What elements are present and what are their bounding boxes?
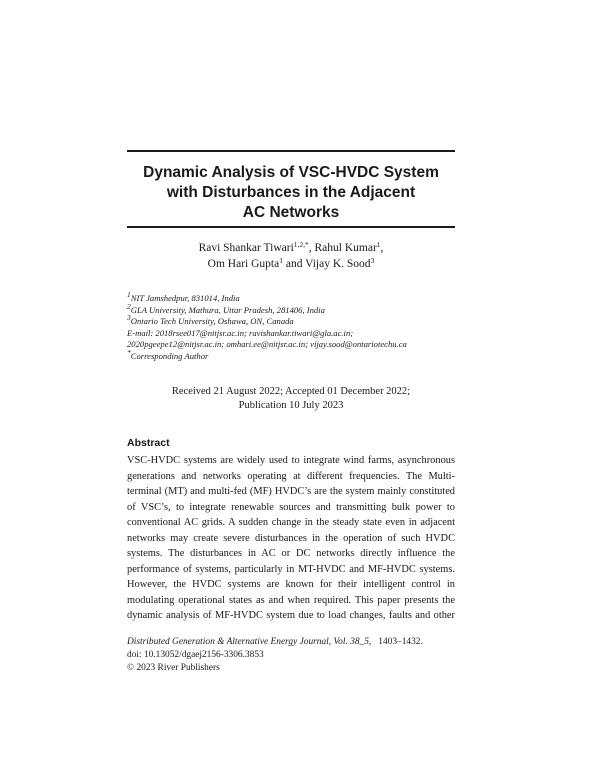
journal-citation [127,636,467,649]
affiliation-2-text: GLA University, Mathura, Uttar Pradesh, 281406, India [130,304,325,315]
copyright: © 2023 River Publishers [127,663,220,673]
affiliation-3 [127,313,467,328]
email-line-1: E-mail: 2018rsee017@nitjsr.ac.in; ravishankar.tiwari@gla.ac.in; [127,327,354,338]
dates-line-2: Publication 10 July 2023 [238,400,344,411]
journal-footer [127,636,467,675]
doi: doi: 10.13052/dgaej2156-3306.3853 [127,650,264,660]
affiliation-3-text: Ontario Tech University, Oshawa, ON, Canada [130,316,294,327]
abstract-line: generations and networks operating at different frequencies. The Multi- [127,470,455,482]
affiliation-1 [127,290,467,305]
abstract-line: of VSC’s, to integrate renewable sources and transmitting bulk power to [127,501,455,513]
abstract-line: modulating operational states as and when required. This paper presents the [127,594,455,606]
corresponding-sup: * [127,347,131,357]
title-top-rule [127,150,455,152]
affiliation-1-sup: 1 [127,290,131,299]
affiliation-3-sup: 3 [127,313,131,323]
corresponding-author [127,347,467,363]
author-4-name: Vijay K. Sood [305,258,371,270]
affiliations [127,290,467,363]
author-1-name: Ravi Shankar Tiwari [198,242,294,254]
author-2-sup: 1 [376,240,381,249]
author-line-2 [127,256,455,272]
abstract-line: dynamic analysis of MF-HVDC system due to load changes, faults and other [127,610,455,621]
paper-title [127,163,455,223]
author-3-sup: 1 [279,256,283,265]
abstract-heading: Abstract [127,437,170,449]
author-1-sup: 1,2,* [293,240,309,249]
author-line-1: Ravi Shankar Tiwari$^{1,2,*}$, Rahul Kumar$^1$, [198,240,384,254]
abstract-line: systems. The disturbances in AC or DC networks directly influence the [127,548,455,559]
affiliation-1-text: NIT Jamshedpur, 831014, India [130,293,240,303]
affiliation-2-sup: 2 [127,301,131,311]
title-line-2: with Disturbances in the Adjacent [166,184,416,201]
abstract-line: However, the HVDC systems are known for their intelligent control in [127,579,455,590]
journal-name: Distributed Generation & Alternative Energy Journal, Vol. 38_5, [127,637,372,647]
title-bottom-rule [127,226,455,228]
abstract-line: VSC-HVDC systems are widely used to integrate wind farms, asynchronous [127,455,455,466]
abstract-body [127,453,455,624]
abstract-line: conventional AC grids. A sudden change in the steady state even in adjacent [127,517,455,528]
corresponding-text: Corresponding Author [130,350,209,361]
abstract-line: terminal (MT) and multi-fed (MF) HVDC’s are the system mainly constituted [127,486,455,497]
affiliation-2 [127,301,467,317]
journal-pages: 1403–1432. [378,637,423,647]
abstract-line: networks may create severe disturbances in the operation of such HVDC [127,532,455,544]
author-and: and [285,258,303,270]
author-4-sup: 3 [370,256,375,265]
author-2-name: Rahul Kumar [314,242,377,254]
publication-dates [127,385,455,413]
email-line-2: 2020pgeepe12@nitjsr.ac.in; omhari.ee@nitjsr.ac.in; vijay.sood@ontariotechu.ca [127,339,407,350]
author-list [127,240,455,272]
author-3-name: Om Hari Gupta [207,258,280,270]
title-line-1: Dynamic Analysis of VSC-HVDC System [143,164,439,181]
dates-line-1: Received 21 August 2022; Accepted 01 December 2022; [171,386,411,397]
title-line-3: AC Networks [242,204,340,221]
abstract-line: performance of systems, particularly in MT-HVDC and MF-HVDC systems. [127,563,455,575]
